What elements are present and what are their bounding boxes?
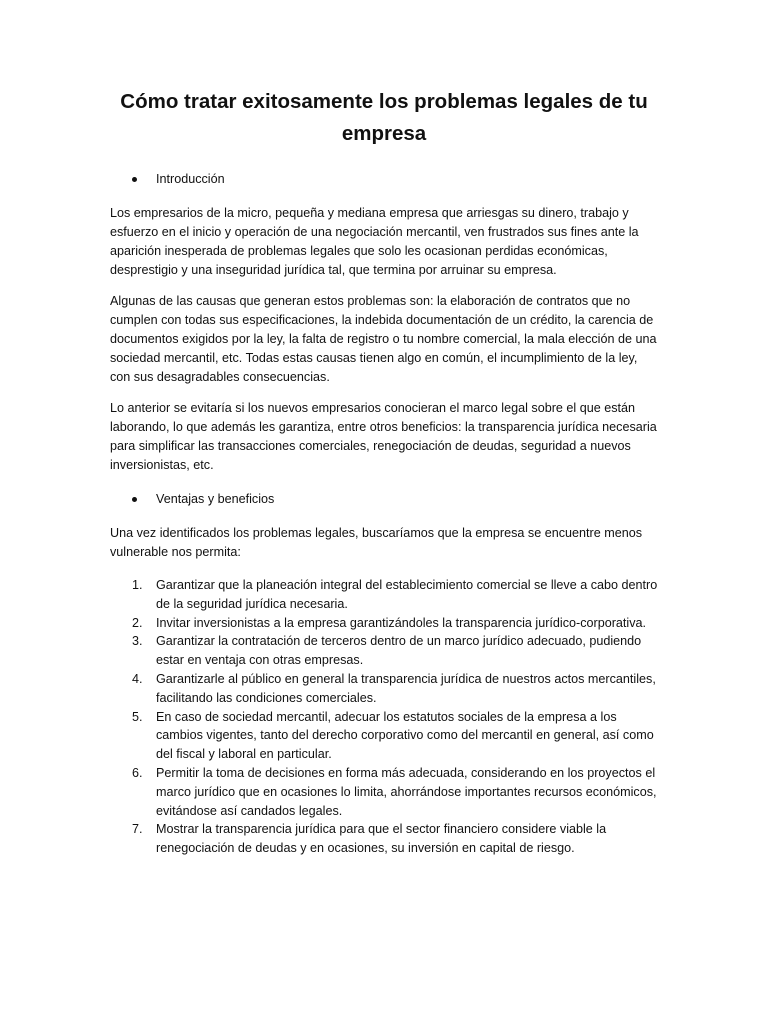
list-item-text: Invitar inversionistas a la empresa garantizándoles la transparencia jurídico-corporativa.	[156, 615, 647, 630]
list-item-text: Garantizar que la planeación integral del establecimiento comercial se lleve a cabo dentro de la seguridad jurídica necesaria.	[156, 578, 658, 611]
section-heading-label: Ventajas y beneficios	[156, 492, 275, 506]
list-item-number: 5.	[132, 709, 143, 724]
list-item-number: 7.	[132, 822, 143, 837]
list-item-number: 6.	[132, 765, 143, 780]
list-item-text: Garantizar la contratación de terceros dentro de un marco jurídico adecuado, pudiendo estar en ventaja con otras empresas.	[156, 634, 642, 668]
numbered-list	[110, 576, 658, 858]
list-item-number: 1.	[132, 578, 143, 592]
paragraph: Una vez identificados los problemas legales, buscaríamos que la empresa se encuentre menos vulnerable nos permita:	[110, 526, 643, 559]
list-item-number: 2.	[132, 615, 143, 630]
page-title: Cómo tratar exitosamente los problemas legales de tu empresa	[120, 90, 648, 145]
document-page	[110, 86, 658, 858]
list-item	[110, 764, 658, 820]
list-item-number: 3.	[132, 634, 143, 649]
paragraph: Lo anterior se evitaría si los nuevos empresarios conocieran el marco legal sobre el que están laborando, lo que además les garantiza, entre otros beneficios: la transparencia jurídica necesaria para simplificar las transacciones comerciales, renegociación de deudas, seguridad a nuevos inversionistas, etc.	[110, 401, 657, 472]
list-item	[110, 708, 658, 764]
bullet-icon	[132, 497, 137, 502]
section-heading-label: Introducción	[156, 172, 225, 186]
paragraph: Algunas de las causas que generan estos problemas son: la elaboración de contratos que no cumplen con todas sus especificaciones, la indebida documentación de un crédito, la carencia de documentos exigidos por la ley, la falta de registro o tu nombre comercial, la mala elección de una sociedad mercantil, etc. Todas estas causas tienen algo en común, el incumplimiento de la ley, con sus desagradables consecuencias.	[110, 294, 657, 384]
list-item	[110, 820, 658, 858]
list-item-text: En caso de sociedad mercantil, adecuar los estatutos sociales de la empresa a los cambios vigentes, tanto del derecho corporativo como del mercantil en general, así como del fiscal y laboral en particular.	[156, 709, 654, 762]
list-item	[110, 632, 658, 670]
list-item-text: Mostrar la transparencia jurídica para que el sector financiero considere viable la renegociación de deudas y en ocasiones, su inversión en capital de riesgo.	[156, 822, 607, 856]
list-item	[110, 670, 658, 708]
list-item-text: Permitir la toma de decisiones en forma más adecuada, considerando en los proyectos el marco jurídico que en ocasiones lo limita, ahorrándose importantes recursos económicos, evitándose así candados legales.	[156, 765, 657, 818]
section-heading-ventajas	[110, 490, 658, 509]
list-item	[110, 614, 658, 633]
list-item	[110, 576, 658, 614]
list-item-number: 4.	[132, 671, 143, 686]
paragraph: Los empresarios de la micro, pequeña y mediana empresa que arriesgas su dinero, trabajo y esfuerzo en el inicio y operación de una negociación mercantil, ven frustrados sus fines ante la aparición inesperada de problemas legales que solo les ocasionan perdidas económicas, desprestigio y una inseguridad jurídica tal, que termina por arruinar su empresa.	[110, 206, 639, 277]
section-heading-introduccion	[110, 170, 658, 189]
bullet-icon	[132, 177, 137, 182]
list-item-text: Garantizarle al público en general la transparencia jurídica de nuestros actos mercantiles, facilitando las condiciones comerciales.	[156, 671, 656, 705]
